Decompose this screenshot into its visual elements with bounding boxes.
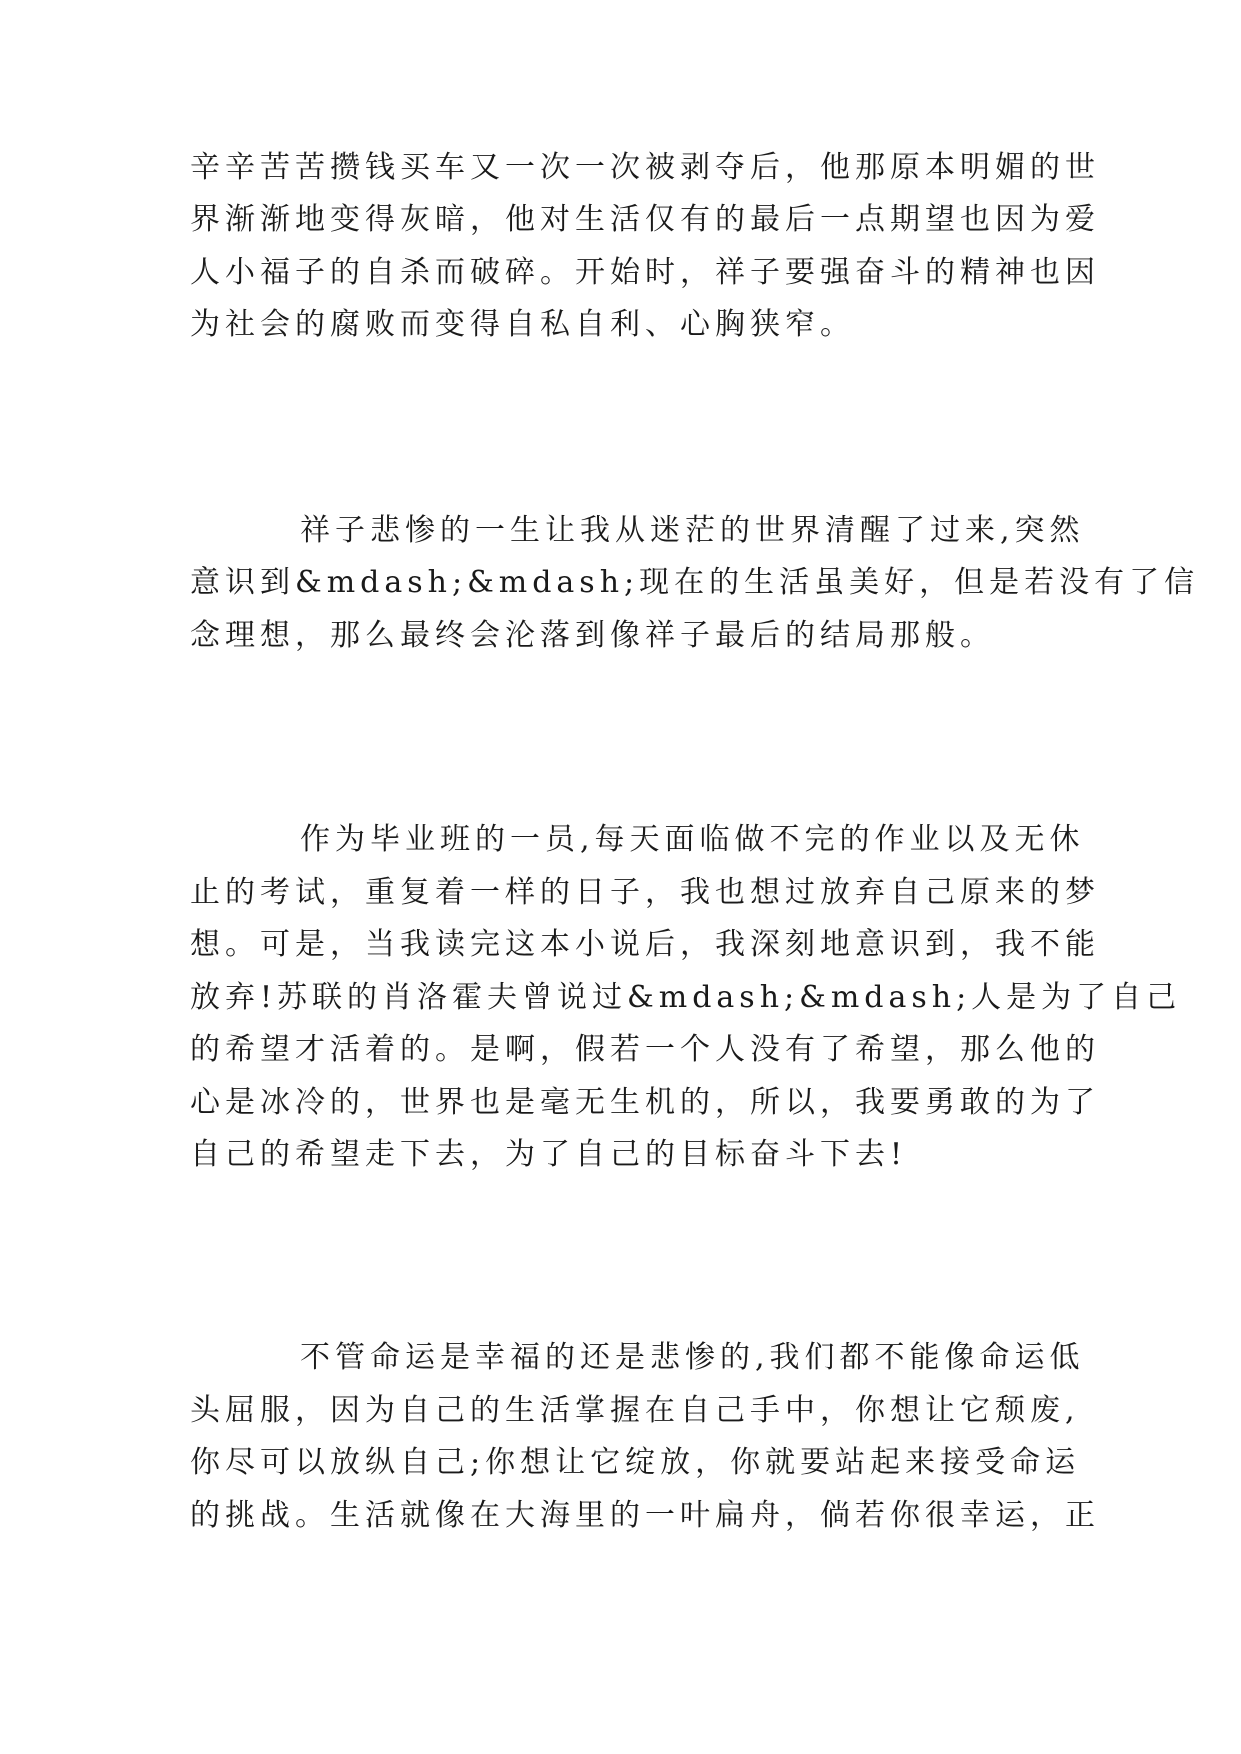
paragraph-1-line-3: 人小福子的自杀而破碎。开始时，祥子要强奋斗的精神也因 [190, 255, 1100, 290]
paragraph-2-line-2: 意识到&mdash;&mdash;现在的生活虽美好，但是若没有了信 [190, 565, 1200, 600]
paragraph-1-line-2: 界渐渐地变得灰暗，他对生活仅有的最后一点期望也因为爱 [190, 202, 1100, 237]
paragraph-3-line-7: 自己的希望走下去，为了自己的目标奋斗下去! [190, 1137, 908, 1172]
paragraph-2-line-3: 念理想，那么最终会沦落到像祥子最后的结局那般。 [190, 618, 995, 653]
paragraph-4-line-2: 头屈服，因为自己的生活掌握在自己手中，你想让它颓废, [190, 1393, 1080, 1428]
paragraph-3-line-3: 想。可是，当我读完这本小说后，我深刻地意识到，我不能 [190, 927, 1100, 962]
paragraph-4-line-3: 你尽可以放纵自己;你想让它绽放，你就要站起来接受命运 [190, 1445, 1081, 1480]
paragraph-1-line-4: 为社会的腐败而变得自私自利、心胸狭窄。 [190, 307, 855, 342]
paragraph-1-line-1: 辛辛苦苦攒钱买车又一次一次被剥夺后，他那原本明媚的世 [190, 150, 1100, 185]
paragraph-2-line-1: 祥子悲惨的一生让我从迷茫的世界清醒了过来,突然 [300, 513, 1085, 548]
paragraph-3-line-6: 心是冰冷的，世界也是毫无生机的，所以，我要勇敢的为了 [190, 1085, 1100, 1120]
paragraph-3-line-2: 止的考试，重复着一样的日子，我也想过放弃自己原来的梦 [190, 875, 1100, 910]
paragraph-3-line-1: 作为毕业班的一员,每天面临做不完的作业以及无休 [300, 822, 1085, 857]
paragraph-4-line-1: 不管命运是幸福的还是悲惨的,我们都不能像命运低 [300, 1340, 1085, 1375]
paragraph-3-line-4: 放弃!苏联的肖洛霍夫曾说过&mdash;&mdash;人是为了自己 [190, 980, 1182, 1015]
paragraph-3-line-5: 的希望才活着的。是啊，假若一个人没有了希望，那么他的 [190, 1032, 1100, 1067]
paragraph-4-line-4: 的挑战。生活就像在大海里的一叶扁舟，倘若你很幸运，正 [190, 1498, 1100, 1533]
